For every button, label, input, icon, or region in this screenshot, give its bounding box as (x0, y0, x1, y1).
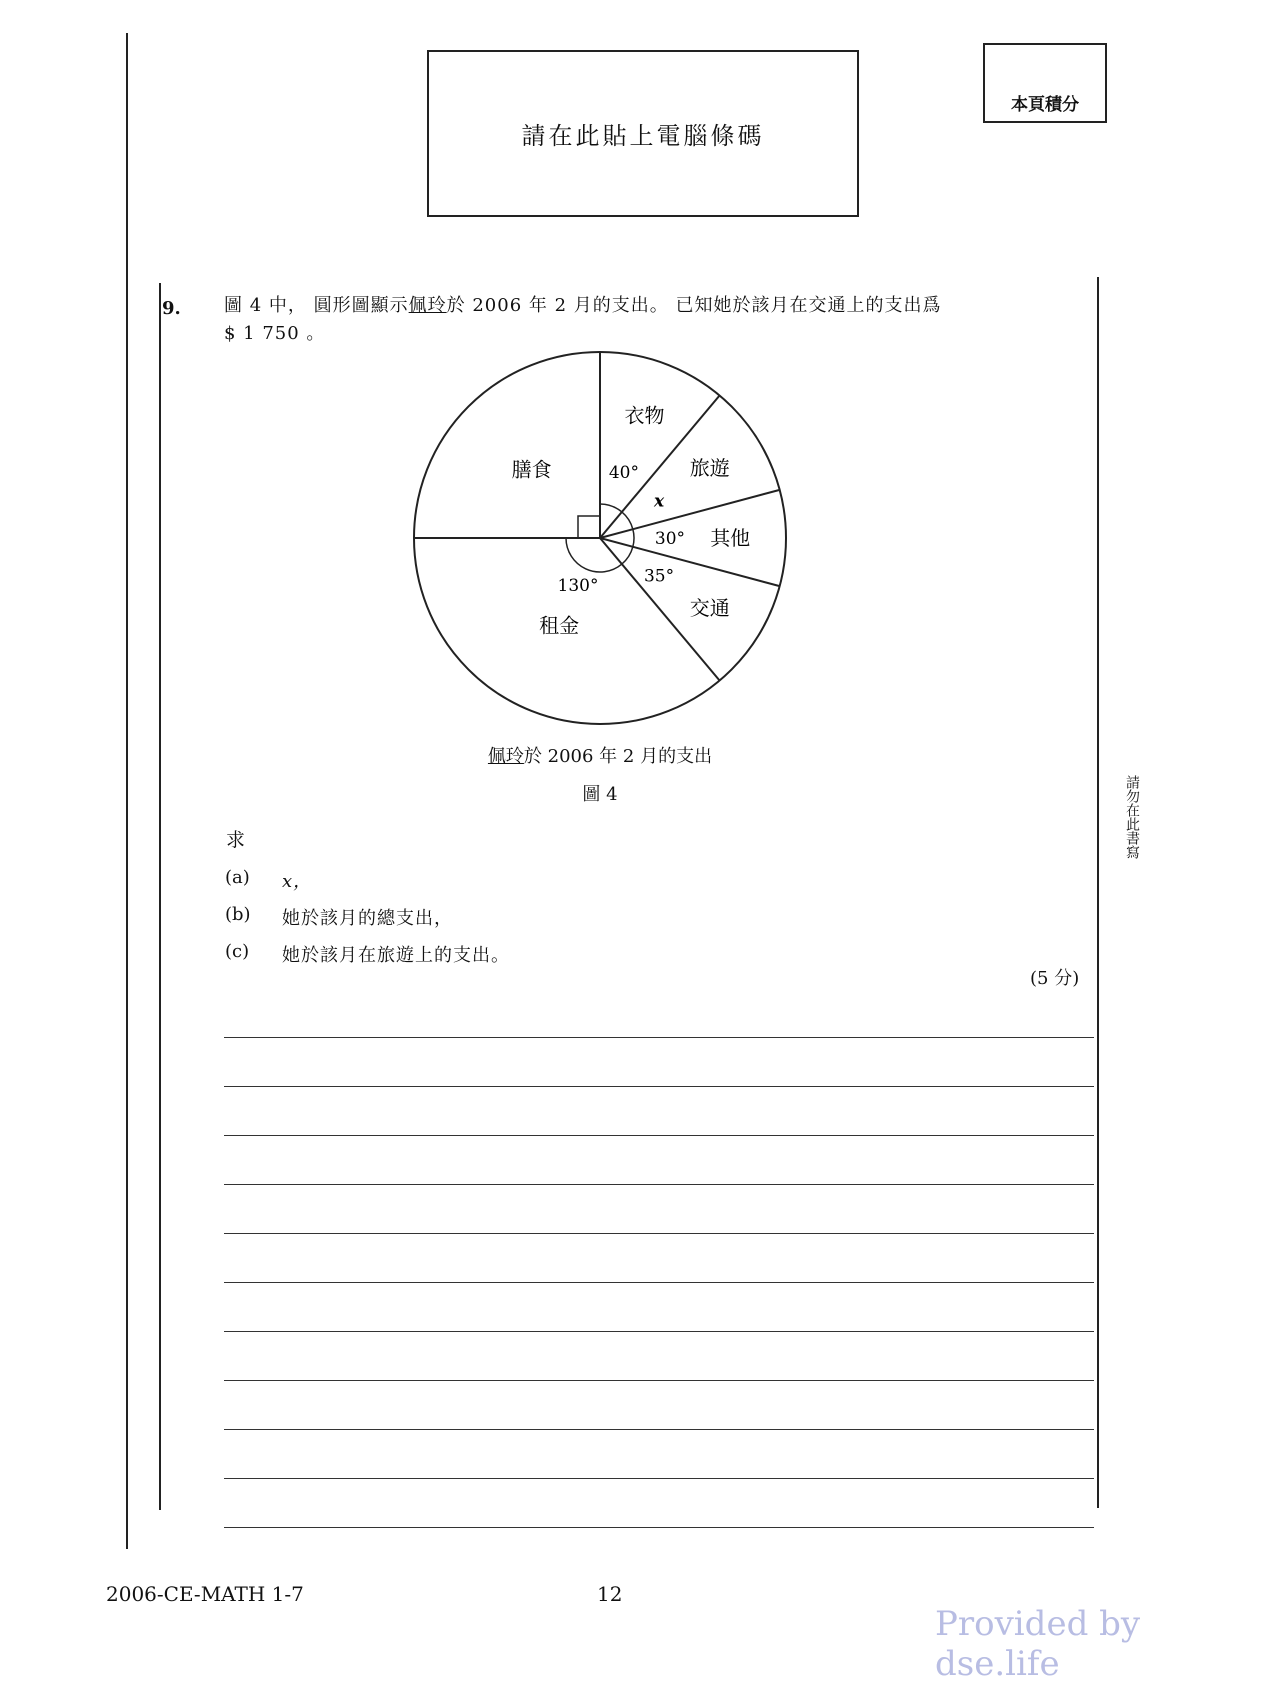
page-score-box (983, 43, 1107, 123)
sector-label: 租金 (539, 613, 580, 638)
sector-label: 交通 (689, 595, 730, 620)
figure-label: 圖 4 (582, 784, 618, 805)
right-angle-marker (578, 516, 600, 538)
question-right-rule (1097, 277, 1099, 1508)
chart-caption-text: 於 2006 年 2 月的支出 (523, 746, 713, 767)
barcode-label: 請在此貼上電腦條碼 (521, 122, 765, 150)
chart-caption-name: 佩玲 (487, 746, 524, 767)
marks: (5 分) (1030, 968, 1080, 989)
angle-label: x (653, 491, 665, 512)
answer-line[interactable] (224, 1135, 1094, 1136)
pie-layer (414, 352, 786, 724)
answer-line[interactable] (224, 1282, 1094, 1283)
sector-label: 旅遊 (689, 456, 730, 481)
angle-label: 130° (557, 576, 599, 597)
sector-label: 其他 (710, 526, 751, 550)
answer-line[interactable] (224, 1233, 1094, 1234)
sector-boundary (600, 538, 780, 586)
task-prompt: 求 (226, 829, 246, 851)
angle-arc (633, 529, 634, 547)
angle-label: 40° (608, 463, 640, 484)
answer-line[interactable] (224, 1429, 1094, 1430)
task-a-label: (a) (225, 867, 250, 888)
angle-arc (622, 512, 633, 529)
answer-line[interactable] (224, 1380, 1094, 1381)
answer-line[interactable] (224, 1037, 1094, 1038)
chart-caption (380, 742, 820, 768)
answer-line[interactable] (224, 1086, 1094, 1087)
angle-label: 35° (643, 566, 675, 587)
sector-label: 衣物 (624, 403, 665, 428)
pie-chart (400, 342, 800, 726)
sector-label: 膳食 (511, 457, 552, 482)
task-c-label: (c) (225, 941, 250, 962)
question-text (224, 292, 1090, 348)
task-a-text: x， (282, 871, 313, 892)
page-score-label: 本頁積分 (1011, 95, 1079, 115)
answer-line[interactable] (224, 1527, 1094, 1528)
sector-boundary (600, 490, 780, 538)
do-not-write-note: 請勿在此書寫 (1124, 775, 1140, 859)
task-b-text: 她於該月的總支出， (282, 908, 453, 929)
question-intro-part2: 於 2006 年 2 月的支出。 已知她於該月在交通上的支出爲 (446, 295, 942, 316)
angle-label: 30° (654, 529, 686, 549)
question-intro-part1: 圖 4 中， 圓形圖顯示 (224, 295, 409, 316)
watermark: Provided by dse.life (935, 1604, 1141, 1684)
question-name: 佩玲 (408, 295, 447, 316)
question-number: 9. (162, 298, 181, 319)
paper-code: 2006-CE-MATH 1-7 (106, 1582, 304, 1606)
barcode-box (427, 50, 859, 217)
angle-arc (622, 547, 633, 564)
answer-line[interactable] (224, 1478, 1094, 1479)
page-number: 12 (597, 1582, 623, 1606)
task-b-label: (b) (225, 904, 251, 925)
task-c-text: 她於該月在旅遊上的支出。 (282, 945, 510, 966)
left-margin-rule (126, 33, 128, 1549)
angle-arc (600, 504, 622, 512)
question-intro-line2: $ 1 750 。 (224, 323, 326, 344)
answer-line[interactable] (224, 1331, 1094, 1332)
question-left-rule (159, 283, 161, 1510)
answer-line[interactable] (224, 1184, 1094, 1185)
